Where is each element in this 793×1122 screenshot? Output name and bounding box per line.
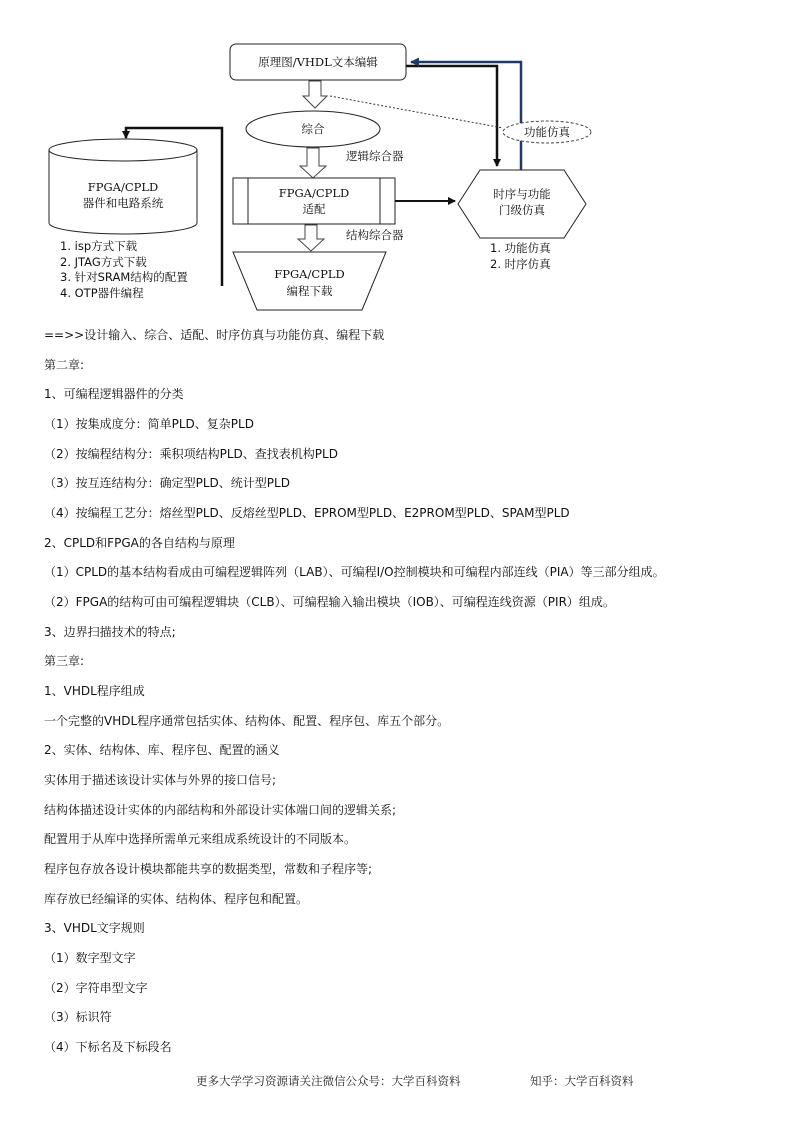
download-methods-list bbox=[60, 239, 188, 301]
flow-summary: ==>>设计输入、综合、适配、时序仿真与功能仿真、编程下载 bbox=[44, 328, 385, 342]
design-flow-diagram bbox=[0, 0, 793, 320]
section-heading: 3、边界扫描技术的特点; bbox=[44, 625, 176, 639]
footer-zhihu: 知乎：大学百科资料 bbox=[530, 1074, 634, 1088]
list-item: （4）下标名及下标段名 bbox=[44, 1040, 172, 1054]
paragraph: 一个完整的VHDL程序通常包括实体、结构体、配置、程序包、库五个部分。 bbox=[44, 714, 450, 728]
funcsim-label: 功能仿真 bbox=[524, 125, 570, 139]
list-item: （1）数字型文字 bbox=[44, 951, 136, 965]
logic-synthesizer-label: 逻辑综合器 bbox=[346, 149, 404, 163]
simulation-item: 2. 时序仿真 bbox=[490, 256, 551, 271]
synthesis-label: 综合 bbox=[301, 122, 325, 136]
paragraph: 程序包存放各设计模块都能共享的数据类型，常数和子程序等; bbox=[44, 862, 373, 876]
list-item: （3）按互连结构分：确定型PLD、统计型PLD bbox=[44, 476, 290, 490]
edit-box-label: 原理图/VHDL文本编辑 bbox=[258, 55, 378, 69]
hollow-arrow-2 bbox=[300, 148, 326, 178]
section-heading: 1、可编程逻辑器件的分类 bbox=[44, 387, 184, 401]
download-method-item: 2. JTAG方式下载 bbox=[60, 254, 147, 269]
list-item: （2）字符串型文字 bbox=[44, 981, 148, 995]
list-item: （1）按集成度分：简单PLD、复杂PLD bbox=[44, 417, 254, 431]
list-item: （2）按编程结构分：乘积项结构PLD、查找表机构PLD bbox=[44, 447, 338, 461]
paragraph: 结构体描述设计实体的内部结构和外部设计实体端口间的逻辑关系; bbox=[44, 803, 397, 817]
hollow-arrow-3 bbox=[298, 225, 324, 251]
simulation-list bbox=[490, 241, 551, 272]
download-method-item: 4. OTP器件编程 bbox=[60, 285, 144, 300]
list-item: （4）按编程工艺分：熔丝型PLD、反熔丝型PLD、EPROM型PLD、E2PROM型PLD、SPAM型PLD bbox=[44, 506, 570, 520]
list-item: （1）CPLD的基本结构看成由可编程逻辑阵列（LAB）、可编程I/O控制模块和可编程内部连线（PIA）等三部分组成。 bbox=[44, 565, 665, 579]
device-line2: 器件和电路系统 bbox=[82, 196, 164, 210]
paragraph: 配置用于从库中选择所需单元来组成系统设计的不同版本。 bbox=[44, 832, 357, 846]
timing-line1: 时序与功能 bbox=[493, 187, 551, 201]
list-item: （3）标识符 bbox=[44, 1010, 112, 1024]
chapter-3-heading: 第三章: bbox=[44, 654, 85, 668]
timing-line2: 门级仿真 bbox=[499, 203, 545, 217]
edit-to-timing-arrow bbox=[406, 66, 497, 166]
program-line2: 编程下载 bbox=[286, 284, 333, 298]
section-heading: 2、CPLD和FPGA的各自结构与原理 bbox=[44, 536, 235, 550]
chapter-2-heading: 第二章: bbox=[44, 358, 85, 372]
download-method-item: 3. 针对SRAM结构的配置 bbox=[60, 270, 188, 284]
structure-synthesizer-label: 结构综合器 bbox=[346, 228, 404, 242]
section-heading: 1、VHDL程序组成 bbox=[44, 684, 145, 698]
fit-box-line2: 适配 bbox=[302, 202, 326, 216]
section-heading: 3、VHDL文字规则 bbox=[44, 921, 145, 935]
program-line1: FPGA/CPLD bbox=[274, 267, 345, 281]
paragraph: 实体用于描述该设计实体与外界的接口信号; bbox=[44, 773, 277, 787]
device-line1: FPGA/CPLD bbox=[87, 180, 159, 194]
section-heading: 2、实体、结构体、库、程序包、配置的涵义 bbox=[44, 743, 280, 757]
simulation-item: 1. 功能仿真 bbox=[490, 241, 551, 255]
list-item: （2）FPGA的结构可由可编程逻辑块（CLB）、可编程输入输出模块（IOB）、可编程连线资源（PIR）组成。 bbox=[44, 595, 615, 609]
fit-box-line1: FPGA/CPLD bbox=[278, 186, 350, 200]
paragraph: 库存放已经编译的实体、结构体、程序包和配置。 bbox=[44, 892, 309, 906]
footer-wechat: 更多大学学习资源请关注微信公众号：大学百科资料 bbox=[196, 1074, 461, 1088]
hollow-arrow-1 bbox=[303, 81, 327, 108]
timing-to-edit-feedback bbox=[411, 62, 521, 170]
download-method-item: 1. isp方式下载 bbox=[60, 239, 138, 253]
